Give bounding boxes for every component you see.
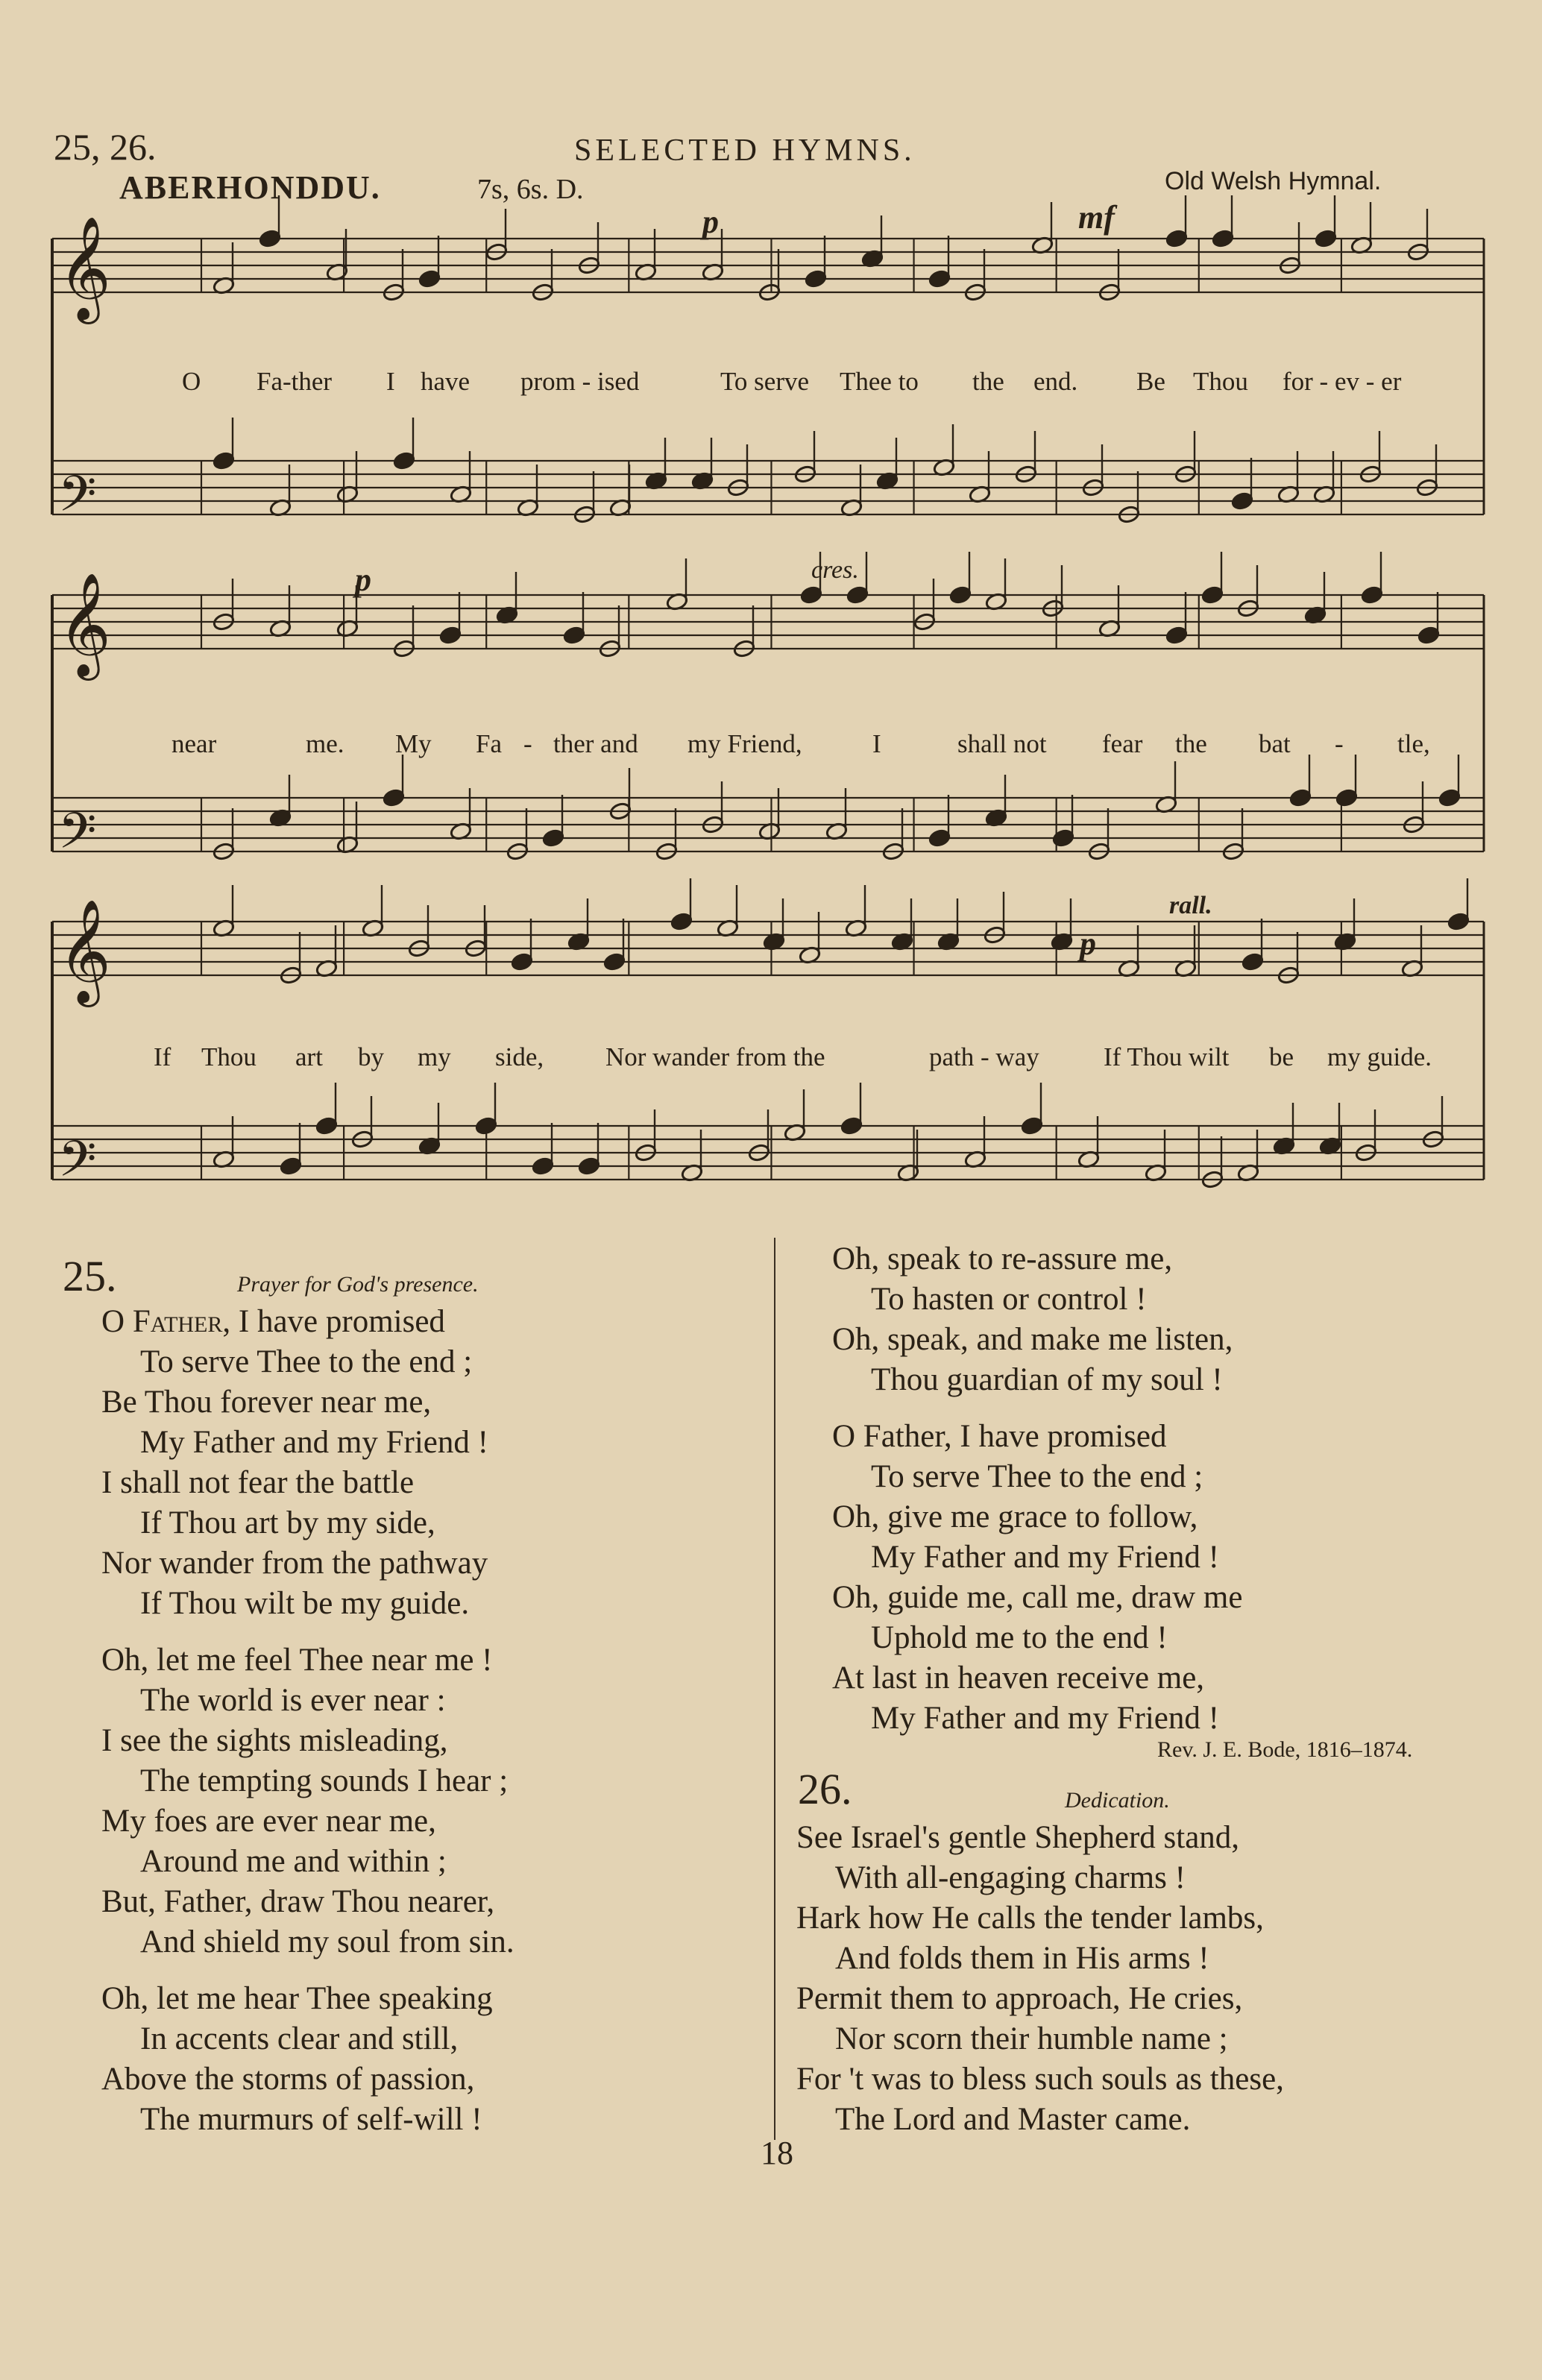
note-head [670, 912, 693, 931]
hymn-numbers: 25, 26. [54, 126, 157, 168]
note-head [1165, 229, 1189, 248]
verse-line: To serve Thee to the end ; [140, 1344, 473, 1379]
page-number: 18 [761, 2135, 793, 2171]
note-head [393, 451, 416, 470]
lyric: Thou [1193, 367, 1248, 396]
verse-line: In accents clear and still, [140, 2021, 459, 2056]
note-head [1021, 1116, 1044, 1136]
note-head [1201, 585, 1224, 605]
note-head [532, 1156, 555, 1176]
note-head [846, 585, 869, 605]
treble-clef-icon: 𝄞 [58, 573, 111, 676]
verse-line: And shield my soul from sin. [140, 1924, 514, 1959]
column-divider [774, 1238, 775, 2140]
note-head [418, 269, 441, 289]
lyric: Fa [476, 729, 502, 758]
note-head [1417, 626, 1441, 645]
bass-clef-icon: 𝄢 [58, 1130, 97, 1200]
verse-line: And folds them in His arms ! [835, 1941, 1209, 1976]
verse-line: My foes are ever near me, [101, 1804, 436, 1839]
verse-line: The tempting sounds I hear ; [140, 1763, 509, 1798]
treble-clef-icon: 𝄞 [58, 899, 111, 1003]
lyric: prom - ised [520, 367, 640, 396]
small-caps-word: Father [132, 1304, 223, 1339]
verse-line: If Thou wilt be my guide. [140, 1586, 470, 1621]
verse-line: O Father, I have promised [832, 1419, 1167, 1454]
dynamic-mf: mf [1078, 199, 1115, 236]
verse-line: The world is ever near : [140, 1683, 446, 1718]
verse-line: At last in heaven receive me, [832, 1660, 1205, 1696]
lyric: If Thou wilt [1104, 1042, 1230, 1071]
note-head [1212, 229, 1235, 248]
lyric: my guide. [1327, 1042, 1432, 1071]
lyric: fear [1102, 729, 1143, 758]
verse-line: Hark how He calls the tender lambs, [796, 1901, 1264, 1936]
hymn-26-text [796, 1818, 1512, 2140]
note-head [542, 828, 565, 848]
lyric: for - ev - er [1283, 367, 1402, 396]
lyric: near [171, 729, 217, 758]
dynamic-p: p [1080, 925, 1096, 962]
note-head [1315, 229, 1338, 248]
note-head [840, 1116, 863, 1136]
hymn-number: 26. [798, 1765, 852, 1813]
lyric: my Friend, [687, 729, 802, 758]
bass-clef-icon: 𝄢 [58, 465, 97, 535]
lyric: Thee to [840, 367, 919, 396]
dynamic-cres: cres. [811, 556, 859, 584]
hymn-subtitle: Dedication. [1065, 1788, 1170, 1813]
lyric: side, [495, 1042, 544, 1071]
dynamic-p: p [702, 204, 719, 240]
verse-line: Oh, speak to re-assure me, [832, 1241, 1173, 1276]
verse-line: Uphold me to the end ! [871, 1620, 1168, 1655]
lyric: shall not [957, 729, 1047, 758]
lyric: I [386, 367, 395, 396]
note-head [1052, 828, 1075, 848]
lyric: my [418, 1042, 451, 1071]
note-head [578, 1156, 601, 1176]
note-head [213, 451, 236, 470]
verse-text: O Father, I have promised [101, 1304, 445, 1339]
verse-line: I shall not fear the battle [101, 1465, 415, 1500]
verse-line: My Father and my Friend ! [871, 1540, 1219, 1575]
hymn-author: Rev. J. E. Bode, 1816–1874. [1157, 1737, 1413, 1762]
meter: 7s, 6s. D. [477, 174, 584, 205]
lyric: be [1269, 1042, 1294, 1071]
note-head [1165, 626, 1189, 645]
note-head [805, 269, 828, 289]
treble-clef-icon: 𝄞 [58, 216, 111, 320]
hymn-number: 25. [63, 1252, 117, 1300]
dynamic-p: p [355, 561, 371, 598]
verse-line: Nor scorn their humble name ; [835, 2021, 1228, 2056]
verse-line: Oh, let me feel Thee near me ! [101, 1643, 493, 1678]
lyric: the [1175, 729, 1207, 758]
verse-line: The murmurs of self-will ! [140, 2102, 482, 2137]
verse-line: For 't was to bless such souls as these, [796, 2062, 1284, 2097]
note-head [1361, 585, 1384, 605]
verse-line: To hasten or control ! [871, 1282, 1147, 1317]
verse-line: Oh, give me grace to follow, [832, 1499, 1198, 1534]
hymn-25-heading [63, 1251, 117, 1301]
verse-line: If Thou art by my side, [140, 1505, 435, 1540]
lyric: have [421, 367, 471, 396]
note-head [1335, 788, 1359, 808]
note-head [315, 1116, 339, 1136]
verse-line: Thou guardian of my soul ! [871, 1362, 1223, 1397]
verse-line: My Father and my Friend ! [871, 1701, 1219, 1736]
lyric: - [523, 729, 532, 758]
verse-line: But, Father, draw Thou nearer, [101, 1884, 495, 1919]
verse-line: Permit them to approach, He cries, [796, 1981, 1243, 2016]
lyric: O [182, 367, 201, 396]
verse-line: The Lord and Master came. [835, 2102, 1191, 2137]
hymn-subtitle: Prayer for God's presence. [237, 1272, 479, 1297]
dynamic-rall: rall. [1169, 892, 1212, 919]
lyric: If [154, 1042, 171, 1071]
stanza [832, 1239, 1503, 1400]
lyric: tle, [1397, 729, 1430, 758]
stanza [832, 1417, 1503, 1739]
hymn-25-left-column [101, 1302, 758, 2156]
verse-line: Oh, let me hear Thee speaking [101, 1981, 493, 2016]
note-head [800, 585, 823, 605]
lyric: Fa-ther [257, 367, 333, 396]
note-head [475, 1116, 498, 1136]
lyric: Nor wander from the [605, 1042, 825, 1071]
tune-name: ABERHONDDU. [119, 169, 381, 206]
note-head [1289, 788, 1312, 808]
verse-line: To serve Thee to the end ; [871, 1459, 1203, 1494]
stanza [101, 1640, 758, 1962]
note-head [949, 585, 972, 605]
lyric: bat [1259, 729, 1291, 758]
note-head [1231, 491, 1254, 511]
note-head [563, 626, 586, 645]
lyric: Be [1136, 367, 1165, 396]
note-head [511, 952, 534, 972]
bass-clef-icon: 𝄢 [58, 802, 97, 872]
note-head [383, 788, 406, 808]
note-head [928, 828, 951, 848]
verse-line [101, 1302, 758, 1342]
note-head [603, 952, 626, 972]
verse-line: Above the storms of passion, [101, 2062, 475, 2097]
verse-line: I see the sights misleading, [101, 1723, 448, 1758]
note-head [439, 626, 462, 645]
lyric: - [1335, 729, 1344, 758]
tune-source: Old Welsh Hymnal. [1165, 167, 1382, 195]
verse-line: Around me and within ; [140, 1844, 447, 1879]
lyric: the [972, 367, 1004, 396]
lyric: ther and [553, 729, 638, 758]
lyric: Thou [201, 1042, 257, 1071]
note-head [1242, 952, 1265, 972]
verse-line: With all-engaging charms ! [835, 1860, 1186, 1895]
note-head [1438, 788, 1461, 808]
lyric: My [395, 729, 432, 758]
lyric: end. [1033, 367, 1078, 396]
lyric: art [295, 1042, 323, 1071]
verse-line: Nor wander from the pathway [101, 1546, 488, 1581]
lyric: by [358, 1042, 384, 1071]
lyric: path - way [929, 1042, 1039, 1071]
stanza [101, 1302, 758, 1624]
hymn-25-right-column [832, 1239, 1503, 1755]
stanza [101, 1979, 758, 2140]
note-head [1447, 912, 1470, 931]
verse-line: My Father and my Friend ! [140, 1425, 488, 1460]
note-head [259, 229, 282, 248]
verse-line: Be Thou forever near me, [101, 1385, 432, 1420]
note-head [280, 1156, 303, 1176]
verse-line: Oh, guide me, call me, draw me [832, 1580, 1243, 1615]
lyric: To serve [720, 367, 810, 396]
verse-line: See Israel's gentle Shepherd stand, [796, 1820, 1240, 1855]
verse-line: Oh, speak, and make me listen, [832, 1322, 1233, 1357]
page-title: SELECTED HYMNS. [574, 133, 916, 168]
note-head [928, 269, 951, 289]
lyric: I [872, 729, 881, 758]
lyric: me. [306, 729, 344, 758]
